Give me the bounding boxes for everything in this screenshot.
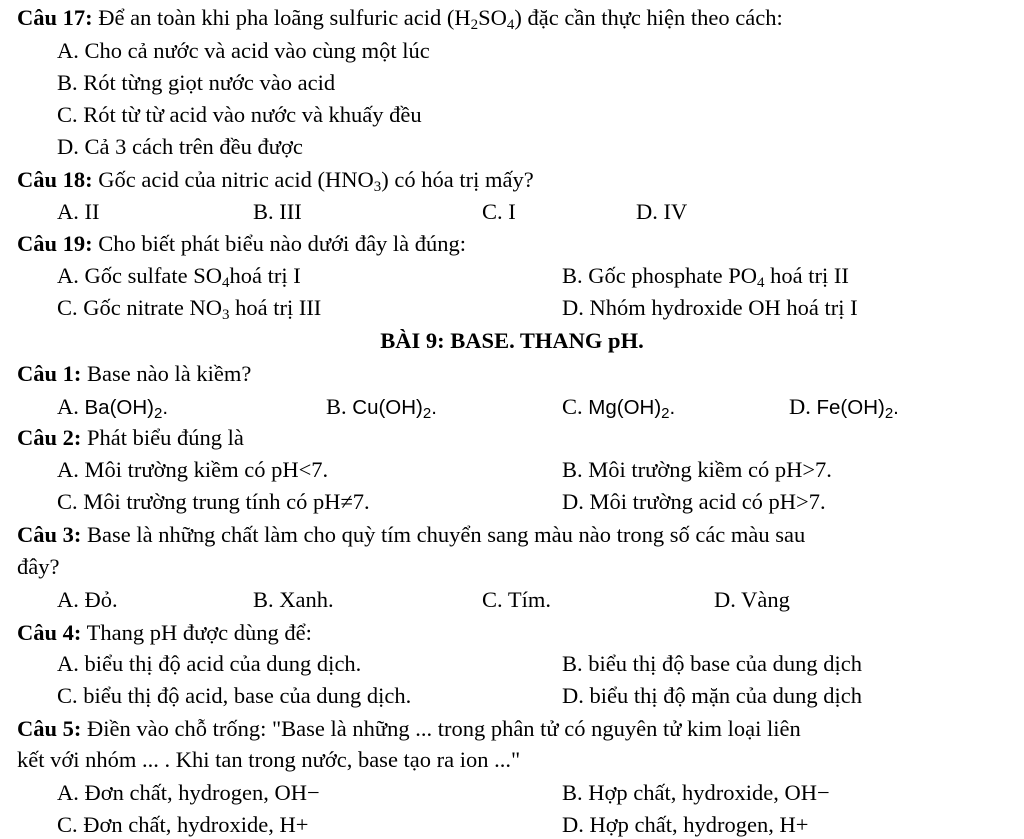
option-a: A. $Ba(OH)_2$. [57,394,169,422]
question-text: Để an toàn khi pha loãng sulfuric acid $(H_2SO_4)$ đặc cần thực hiện theo cách: [98,5,783,33]
question-1 [17,360,251,388]
option-c: C. Tím. [482,587,551,612]
question-text: Điền vào chỗ trống: "Base là những ... trong phân tử có nguyên tử kim loại liên [87,716,801,741]
question-18 [17,166,534,201]
option-d: D. Cả 3 cách trên đều được [57,134,303,159]
question-5 [17,715,801,743]
section-title: BÀI 9: BASE. THANG pH. [380,328,644,353]
question-text: Base nào là kiềm? [87,361,252,386]
option-c: C. $Mg(OH)_2$. [562,394,676,422]
question-4 [17,619,312,647]
option-b: B. Rót từng giọt nước vào acid [57,70,336,95]
question-text: Gốc acid của nitric acid $(HNO_3)$ có hóa trị mấy? [98,167,534,195]
question-text: Base là những chất làm cho quỳ tím chuyển sang màu nào trong số các màu sau [87,522,806,547]
option-d: D. Hợp chất, hydrogen, H+ [562,812,809,837]
option-b: B. $Cu(OH)_2$. [326,394,437,422]
question-label: Câu 1: [17,361,82,386]
question-label: Câu 5: [17,716,82,741]
option-b: B. Môi trường kiềm có pH>7. [562,457,832,482]
option-a: A. Môi trường kiềm có pH<7. [57,457,329,482]
question-3 [17,521,805,549]
option-d: D. $Fe(OH)_2$. [789,394,899,422]
question-label: Câu 4: [17,620,82,645]
option-c: C. Môi trường trung tính có pH≠7. [57,489,370,514]
option-b: B. III [253,199,302,224]
question-text-continued: kết với nhóm ... . Khi tan trong nước, base tạo ra ion ..." [17,747,521,772]
option-c: C. Gốc nitrate $NO_3$ hoá trị III [57,295,322,323]
option-d: D. IV [636,199,688,224]
option-d: D. Nhóm hydroxide OH hoá trị I [562,295,858,320]
option-c: C. Đơn chất, hydroxide, H+ [57,812,309,837]
option-d: D. biểu thị độ mặn của dung dịch [562,683,862,708]
option-a: A. Đỏ. [57,587,118,612]
question-label: Câu 19: [17,231,93,256]
option-d: D. Vàng [714,587,790,612]
question-label: Câu 18: [17,167,93,192]
question-17 [17,4,783,39]
option-a: A. Đơn chất, hydrogen, OH− [57,780,320,805]
question-label: Câu 17: [17,5,93,30]
question-text-continued: đây? [17,554,60,579]
option-d: D. Môi trường acid có pH>7. [562,489,826,514]
question-text: Cho biết phát biểu nào dưới đây là đúng: [98,231,467,256]
option-b: B. Gốc phosphate $PO_4$ hoá trị II [562,263,849,291]
option-b: B. Hợp chất, hydroxide, OH− [562,780,830,805]
question-19 [17,230,466,258]
option-a: A. Gốc sulfate $SO_4hoá$ trị I [57,263,301,291]
question-label: Câu 2: [17,425,82,450]
question-text: Thang pH được dùng để: [86,620,312,645]
question-2 [17,424,244,452]
question-text: Phát biểu đúng là [87,425,244,450]
option-b: B. Xanh. [253,587,334,612]
option-a: A. biểu thị độ acid của dung dịch. [57,651,362,676]
option-a: A. Cho cả nước và acid vào cùng một lúc [57,38,430,63]
option-c: C. biểu thị độ acid, base của dung dịch. [57,683,412,708]
question-label: Câu 3: [17,522,82,547]
option-b: B. biểu thị độ base của dung dịch [562,651,862,676]
option-c: C. Rót từ từ acid vào nước và khuấy đều [57,102,422,127]
option-a: A. II [57,199,100,224]
option-c: C. I [482,199,516,224]
